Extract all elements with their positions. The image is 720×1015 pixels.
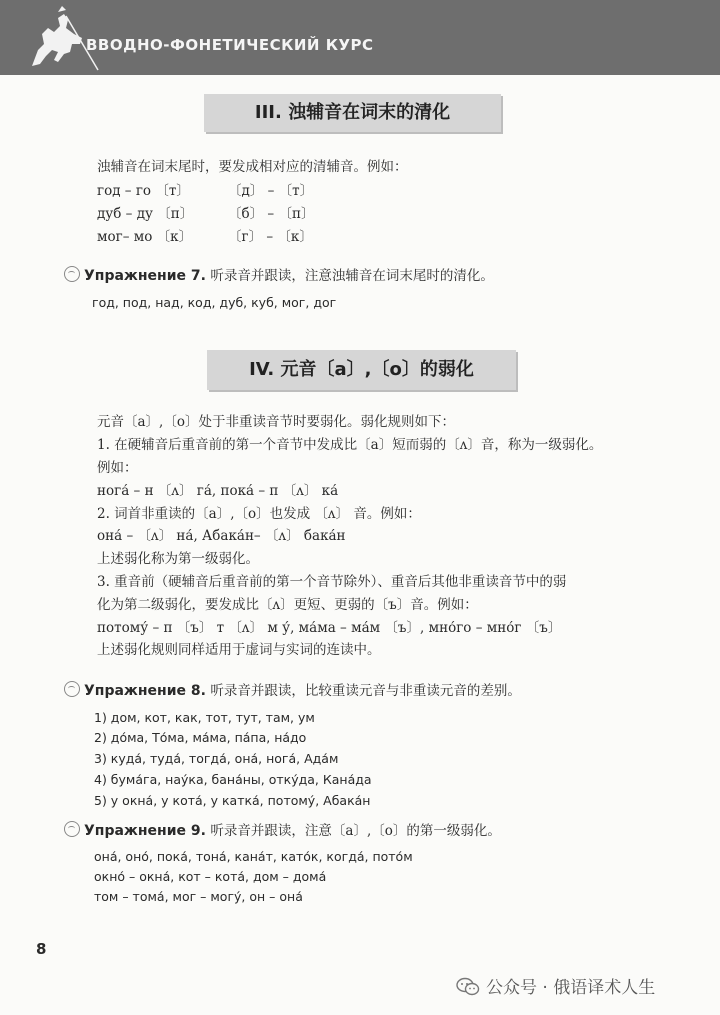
paragraph-line: нога́ – н 〔ʌ〕 га́, пока́ – п 〔ʌ〕 ка́ <box>97 483 339 499</box>
exercise-item: 4) бума́га, нау́ка, бана́ны, отку́да, Кана́да <box>94 772 372 787</box>
paragraph-line: 例如： <box>97 460 138 476</box>
exercise-7-words: год, под, над, код, дуб, куб, мог, дог <box>92 295 337 310</box>
paragraph-line: 元音〔а〕,〔о〕处于非重读音节时要弱化。弱化规则如下： <box>97 414 455 430</box>
example-left: мог– мо 〔к〕 <box>97 229 193 245</box>
page-header <box>0 0 720 75</box>
section-4-title: IV. 元音〔а〕,〔о〕的弱化 <box>207 350 516 390</box>
exercise-item: 2) до́ма, То́ма, ма́ма, па́па, на́до <box>94 730 307 745</box>
exercise-item: 3) куда́, туда́, тогда́, она́, нога́, Ада́м <box>94 751 339 766</box>
section-3-title: III. 浊辅音在词末的清化 <box>204 94 501 132</box>
header-title: ВВОДНО-ФОНЕТИЧЕСКИЙ КУРС <box>86 36 374 54</box>
exercise-instruction: 听录音并跟读，注意浊辅音在词末尾时的清化。 <box>210 268 494 284</box>
paragraph-line: 3. 重音前（硬辅音后重音前的第一个音节除外）、重音后其他非重读音节中的弱 <box>97 574 567 590</box>
paragraph-line: потому́ – п 〔ъ〕 т 〔ʌ〕 м у́, ма́ма – ма́м 〔ъ〕, мно́го – мно́г 〔ъ〕 <box>97 620 562 636</box>
exercise-7-heading <box>64 266 494 286</box>
exercise-instruction: 听录音并跟读，注意〔а〕,〔о〕的第一级弱化。 <box>210 823 501 839</box>
paragraph-line: 1. 在硬辅音后重音前的第一个音节中发成比〔а〕短而弱的〔ʌ〕音，称为一级弱化。 <box>97 437 603 453</box>
paragraph-line: она́ – 〔ʌ〕 на́, Абака́н– 〔ʌ〕 бака́н <box>97 528 346 544</box>
paragraph-line: 上述弱化规则同样适用于虚词与实词的连读中。 <box>97 642 381 658</box>
headphones-icon <box>64 821 80 837</box>
example-right: 〔д〕 – 〔т〕 <box>228 183 314 199</box>
watermark-text: 公众号 · 俄语译术人生 <box>486 978 656 998</box>
section-3-intro: 浊辅音在词末尾时，要发成相对应的清辅音。例如： <box>97 159 408 175</box>
exercise-item: окно́ – окна́, кот – кота́, дом – дома́ <box>94 869 327 884</box>
wechat-icon <box>456 977 480 996</box>
example-right: 〔б〕 – 〔п〕 <box>228 206 315 222</box>
exercise-instruction: 听录音并跟读，比较重读元音与非重读元音的差别。 <box>210 683 521 699</box>
headphones-icon <box>64 681 80 697</box>
exercise-item: 5) у окна́, у кота́, у катка́, потому́, Абака́н <box>94 793 371 808</box>
exercise-label: Упражнение 7. <box>84 268 206 284</box>
page-number: 8 <box>36 940 47 958</box>
example-right: 〔г〕 – 〔к〕 <box>228 229 313 245</box>
headphones-icon <box>64 266 80 282</box>
exercise-8-heading <box>64 681 521 701</box>
exercise-label: Упражнение 9. <box>84 823 206 839</box>
exercise-item: том – тома́, мог – могу́, он – она́ <box>94 889 303 904</box>
exercise-item: она́, оно́, пока́, тона́, кана́т, като́к, когда́, пото́м <box>94 849 413 864</box>
paragraph-line: 化为第二级弱化，要发成比〔ʌ〕更短、更弱的〔ъ〕音。例如： <box>97 597 478 613</box>
paragraph-line: 2. 词首非重读的〔а〕,〔о〕也发成 〔ʌ〕 音。例如： <box>97 506 421 522</box>
exercise-label: Упражнение 8. <box>84 683 206 699</box>
exercise-9-heading <box>64 821 501 841</box>
example-left: дуб – ду 〔п〕 <box>97 206 194 222</box>
watermark <box>456 973 655 998</box>
paragraph-line: 上述弱化称为第一级弱化。 <box>97 551 259 567</box>
example-left: год – го 〔т〕 <box>97 183 190 199</box>
exercise-item: 1) дом, кот, как, тот, тут, там, ум <box>94 710 315 725</box>
